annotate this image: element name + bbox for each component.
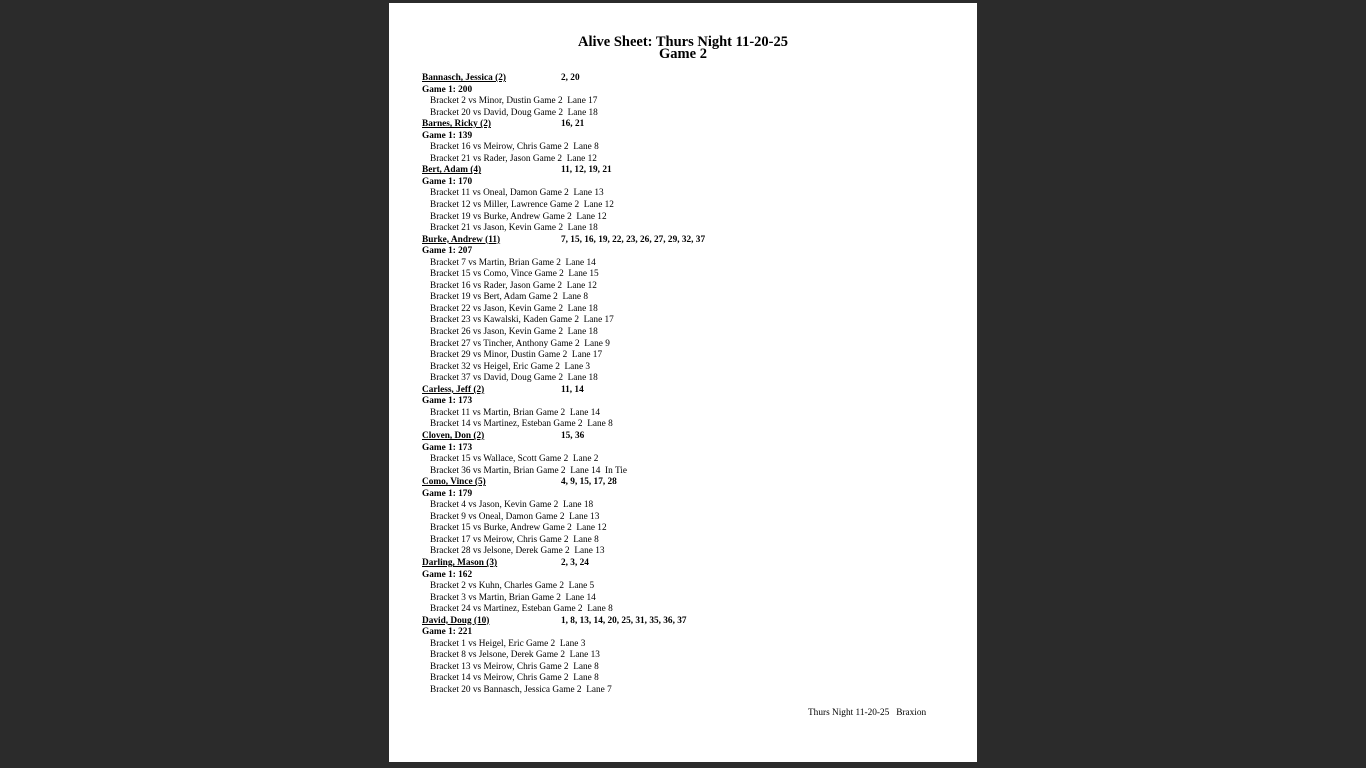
bracket-line: Bracket 23 vs Kawalski, Kaden Game 2 Lane 17	[430, 315, 614, 326]
bracket-line: Bracket 21 vs Rader, Jason Game 2 Lane 12	[430, 153, 597, 164]
page-title: Alive Sheet: Thurs Night 11-20-25	[578, 34, 788, 50]
bracket-line: Bracket 14 vs Meirow, Chris Game 2 Lane 8	[430, 673, 599, 684]
bracket-line: Bracket 16 vs Rader, Jason Game 2 Lane 12	[430, 280, 597, 291]
game1-score: Game 1: 221	[422, 627, 473, 638]
bracket-line: Bracket 21 vs Jason, Kevin Game 2 Lane 18	[430, 223, 598, 234]
bracket-numbers: 2, 3, 24	[561, 557, 589, 568]
bowler-header	[422, 235, 942, 247]
bowler-name: Cloven, Don (2)	[422, 430, 485, 441]
bowler-name: Carless, Jeff (2)	[422, 384, 485, 395]
game1-score: Game 1: 170	[422, 176, 473, 187]
bowler-header	[422, 616, 942, 628]
game1-score: Game 1: 200	[422, 84, 473, 95]
bracket-line: Bracket 28 vs Jelsone, Derek Game 2 Lane 13	[430, 546, 605, 557]
bracket-line: Bracket 26 vs Jason, Kevin Game 2 Lane 18	[430, 327, 598, 338]
document-page	[389, 3, 977, 762]
bowler-name: Barnes, Ricky (2)	[422, 119, 491, 130]
bracket-numbers: 16, 21	[561, 119, 585, 130]
bracket-line: Bracket 8 vs Jelsone, Derek Game 2 Lane 13	[430, 650, 600, 661]
bowler-name: Como, Vince (5)	[422, 477, 486, 488]
bracket-line: Bracket 19 vs Bert, Adam Game 2 Lane 8	[430, 292, 589, 303]
game1-score: Game 1: 162	[422, 569, 473, 580]
bracket-line: Bracket 22 vs Jason, Kevin Game 2 Lane 18	[430, 303, 598, 314]
bracket-numbers: 7, 15, 16, 19, 22, 23, 26, 27, 29, 32, 37	[561, 234, 706, 245]
game1-score: Game 1: 139	[422, 130, 473, 141]
bowler-header	[422, 119, 942, 131]
bracket-line: Bracket 20 vs Bannasch, Jessica Game 2 Lane 7	[430, 684, 612, 695]
bracket-line: Bracket 2 vs Minor, Dustin Game 2 Lane 17	[430, 96, 598, 107]
bracket-line: Bracket 17 vs Meirow, Chris Game 2 Lane 8	[430, 534, 599, 545]
bracket-numbers: 11, 12, 19, 21	[561, 165, 612, 176]
bracket-line: Bracket 4 vs Jason, Kevin Game 2 Lane 18	[430, 500, 594, 511]
bracket-numbers: 15, 36	[561, 430, 585, 441]
bracket-numbers: 11, 14	[561, 384, 584, 395]
bowler-name: David, Doug (10)	[422, 615, 490, 626]
bracket-line: Bracket 14 vs Martinez, Esteban Game 2 Lane 8	[430, 419, 613, 430]
bracket-numbers: 1, 8, 13, 14, 20, 25, 31, 35, 36, 37	[561, 615, 687, 626]
bracket-line: Bracket 2 vs Kuhn, Charles Game 2 Lane 5	[430, 581, 595, 592]
bracket-line: Bracket 32 vs Heigel, Eric Game 2 Lane 3	[430, 361, 591, 372]
page-subtitle: Game 2	[659, 46, 707, 62]
bracket-line: Bracket 27 vs Tincher, Anthony Game 2 Lane 9	[430, 338, 610, 349]
bowler-header	[422, 477, 942, 489]
game1-score: Game 1: 207	[422, 246, 473, 257]
bracket-line: Bracket 36 vs Martin, Brian Game 2 Lane 14 In Tie	[430, 465, 628, 476]
game1-score: Game 1: 179	[422, 488, 473, 499]
bracket-line: Bracket 7 vs Martin, Brian Game 2 Lane 14	[430, 257, 596, 268]
bracket-line: Bracket 16 vs Meirow, Chris Game 2 Lane 8	[430, 142, 599, 153]
bracket-line: Bracket 20 vs David, Doug Game 2 Lane 18	[430, 107, 598, 118]
bracket-line: Bracket 1 vs Heigel, Eric Game 2 Lane 3	[430, 638, 586, 649]
bracket-numbers: 2, 20	[561, 73, 580, 83]
bracket-line: Bracket 9 vs Oneal, Damon Game 2 Lane 13	[430, 511, 600, 522]
bowler-header	[422, 558, 942, 570]
bowler-name: Bannasch, Jessica (2)	[422, 73, 506, 83]
game1-score: Game 1: 173	[422, 442, 473, 453]
bracket-line: Bracket 15 vs Burke, Andrew Game 2 Lane 12	[430, 523, 607, 534]
bracket-line: Bracket 11 vs Martin, Brian Game 2 Lane 14	[430, 407, 601, 418]
page-footer: Thurs Night 11-20-25 Braxion	[808, 708, 927, 718]
bracket-line: Bracket 24 vs Martinez, Esteban Game 2 Lane 8	[430, 604, 613, 615]
bracket-line: Bracket 19 vs Burke, Andrew Game 2 Lane 12	[430, 211, 607, 222]
bracket-line: Bracket 37 vs David, Doug Game 2 Lane 18	[430, 373, 598, 384]
bowler-header	[422, 431, 942, 443]
bracket-numbers: 4, 9, 15, 17, 28	[561, 477, 617, 488]
bowler-name: Darling, Mason (3)	[422, 557, 498, 568]
bowler-header	[422, 73, 942, 85]
bowler-header	[422, 165, 942, 177]
bowler-name: Bert, Adam (4)	[422, 165, 482, 176]
bowler-header	[422, 385, 942, 397]
bracket-line: Bracket 15 vs Wallace, Scott Game 2 Lane 2	[430, 454, 599, 465]
bowler-list	[422, 73, 942, 697]
bracket-line: Bracket 15 vs Como, Vince Game 2 Lane 15	[430, 269, 599, 280]
bracket-line: Bracket 11 vs Oneal, Damon Game 2 Lane 13	[430, 188, 604, 199]
bracket-line: Bracket 29 vs Minor, Dustin Game 2 Lane 17	[430, 350, 603, 361]
bracket-line: Bracket 3 vs Martin, Brian Game 2 Lane 14	[430, 592, 596, 603]
bowler-name: Burke, Andrew (11)	[422, 234, 501, 245]
game1-score: Game 1: 173	[422, 396, 473, 407]
bracket-line: Bracket 12 vs Miller, Lawrence Game 2 Lane 12	[430, 200, 614, 211]
bracket-line: Bracket 13 vs Meirow, Chris Game 2 Lane 8	[430, 661, 599, 672]
